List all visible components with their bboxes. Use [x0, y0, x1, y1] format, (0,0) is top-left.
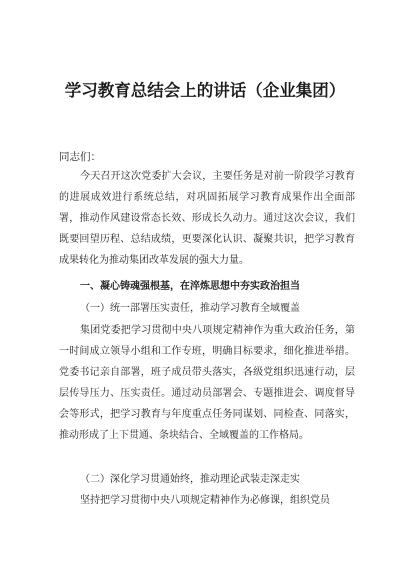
subsection-1-body: 集团党委把学习贯彻中央八项规定精神作为重大政治任务，第一时间成立领导小组和工作专班，明确目标要求，细化推进举措。党委书记亲自部署，班子成员带头落实，各级党组织迅速行动，层层传导压力、压实责任。通过动员部署会、专题推进会、调度督导会等形式，把学习教育与年度重点任务同谋划、同检查、同落实，推动形成了上下贯通、条块结合、全域覆盖的工作格局。	[59, 325, 355, 442]
section-heading-1: 一、凝心铸魂强根基，在淬炼思想中夯实政治担当	[80, 281, 300, 292]
document-title: 学习教育总结会上的讲话（企业集团）	[64, 81, 346, 100]
subsection-heading-1: （一）统一部署压实责任，推动学习教育全域覆盖	[80, 303, 300, 314]
subsection-2-body: 坚持把学习贯彻中央八项规定精神作为必修课，组织党员	[80, 495, 330, 506]
intro-paragraph: 今天召开这次党委扩大会议，主要任务是对前一阶段学习教育的进展成效进行系统总结，对巩固拓展学习教育成果作出全面部署，推动作风建设常态长效、形成长久动力。通过这次会议，我们既要回望历程、总结成绩，更要深化认识、凝聚共识，把学习教育成果转化为推动集团改革发展的强大力量。	[59, 171, 355, 267]
subsection-heading-2: （二）深化学习贯通始终，推动理论武装走深走实	[80, 474, 300, 485]
salutation: 同志们：	[59, 151, 101, 163]
